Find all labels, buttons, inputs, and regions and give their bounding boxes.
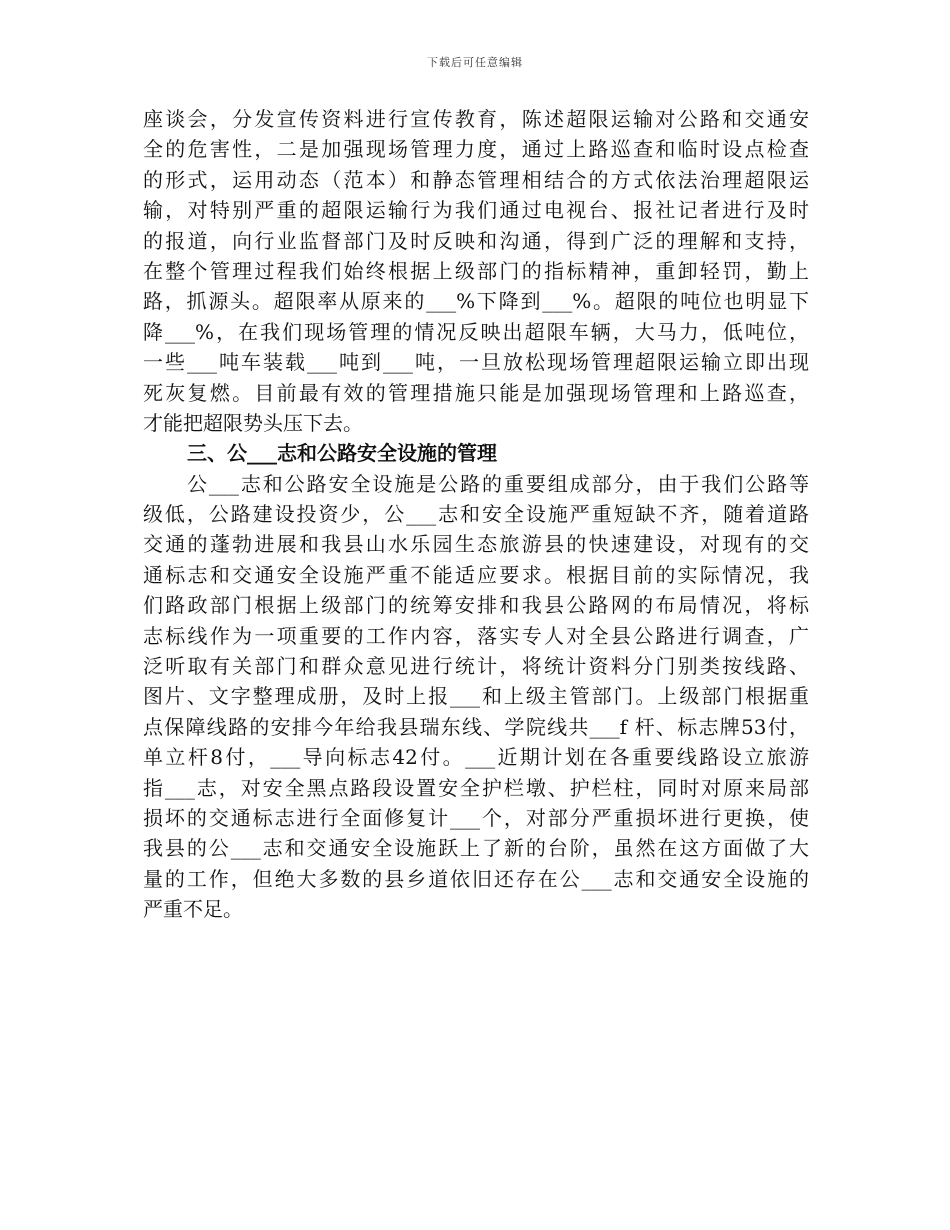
text-line: 死灰复燃。目前最有效的管理措施只能是加强现场管理和上路巡查， <box>143 380 809 405</box>
text-line: 点保障线路的安排今年给我县瑞东线、学院线共___f 杆、标志牌53付， <box>143 714 809 739</box>
text-line: 在整个管理过程我们始终根据上级部门的指标精神，重卸轻罚，勤上 <box>143 258 809 283</box>
text-line: 严重不足。 <box>143 897 243 922</box>
text-line: 图片、文字整理成册，及时上报___和上级主管部门。上级部门根据重 <box>143 684 809 709</box>
text-line: 级低，公路建设投资少，公___志和安全设施严重短缺不齐，随着道路 <box>143 502 809 527</box>
page-header: 下载后可任意编辑 <box>427 56 523 69</box>
text-line: 我县的公___志和交通安全设施跃上了新的台阶，虽然在这方面做了大 <box>143 836 809 861</box>
text-line: 单立杆8付，___导向标志42付。___近期计划在各重要线路设立旅游 <box>143 745 809 770</box>
text-line: 全的危害性，二是加强现场管理力度，通过上路巡查和临时设点检查 <box>143 137 809 162</box>
text-line: 泛听取有关部门和群众意见进行统计，将统计资料分门别类按线路、 <box>143 654 809 679</box>
text-line: 一些___吨车装载___吨到___吨，一旦放松现场管理超限运输立即出现 <box>143 350 809 375</box>
text-line: 才能把超限势头压下去。 <box>143 410 363 435</box>
text-line: 路，抓源头。超限率从原来的___%下降到___%。超限的吨位也明显下 <box>143 289 809 314</box>
section-heading: 三、公___志和公路安全设施的管理 <box>187 441 497 466</box>
text-line: 座谈会，分发宣传资料进行宣传教育，陈述超限运输对公路和交通安 <box>143 107 809 131</box>
section-paragraph <box>143 469 809 925</box>
document-body <box>143 104 809 925</box>
text-line: 志标线作为一项重要的工作内容，落实专人对全县公路进行调查，广 <box>143 623 809 648</box>
text-line: 量的工作，但绝大多数的县乡道依旧还存在公___志和交通安全设施的 <box>143 866 809 891</box>
text-line: 通标志和交通安全设施严重不能适应要求。根据目前的实际情况，我 <box>143 562 809 587</box>
text-line: 的报道，向行业监督部门及时反映和沟通，得到广泛的理解和支持， <box>143 228 809 253</box>
text-line: 输，对特别严重的超限运输行为我们通过电视台、报社记者进行及时 <box>143 198 809 223</box>
text-line: 降___%，在我们现场管理的情况反映出超限车辆，大马力，低吨位， <box>143 319 809 344</box>
text-line: 的形式，运用动态（范本）和静态管理相结合的方式依法治理超限运 <box>143 167 809 192</box>
text-line: 公___志和公路安全设施是公路的重要组成部分，由于我们公路等 <box>187 471 809 496</box>
paragraph-continuation <box>143 104 809 438</box>
text-line: 指___志，对安全黑点路段设置安全护栏墩、护栏柱，同时对原来局部 <box>143 775 809 800</box>
text-line: 损坏的交通标志进行全面修复计___个，对部分严重损坏进行更换，使 <box>143 805 809 830</box>
text-line: 交通的蓬勃进展和我县山水乐园生态旅游县的快速建设，对现有的交 <box>143 532 809 557</box>
text-line: 们路政部门根据上级部门的统筹安排和我县公路网的布局情况，将标 <box>143 593 809 618</box>
